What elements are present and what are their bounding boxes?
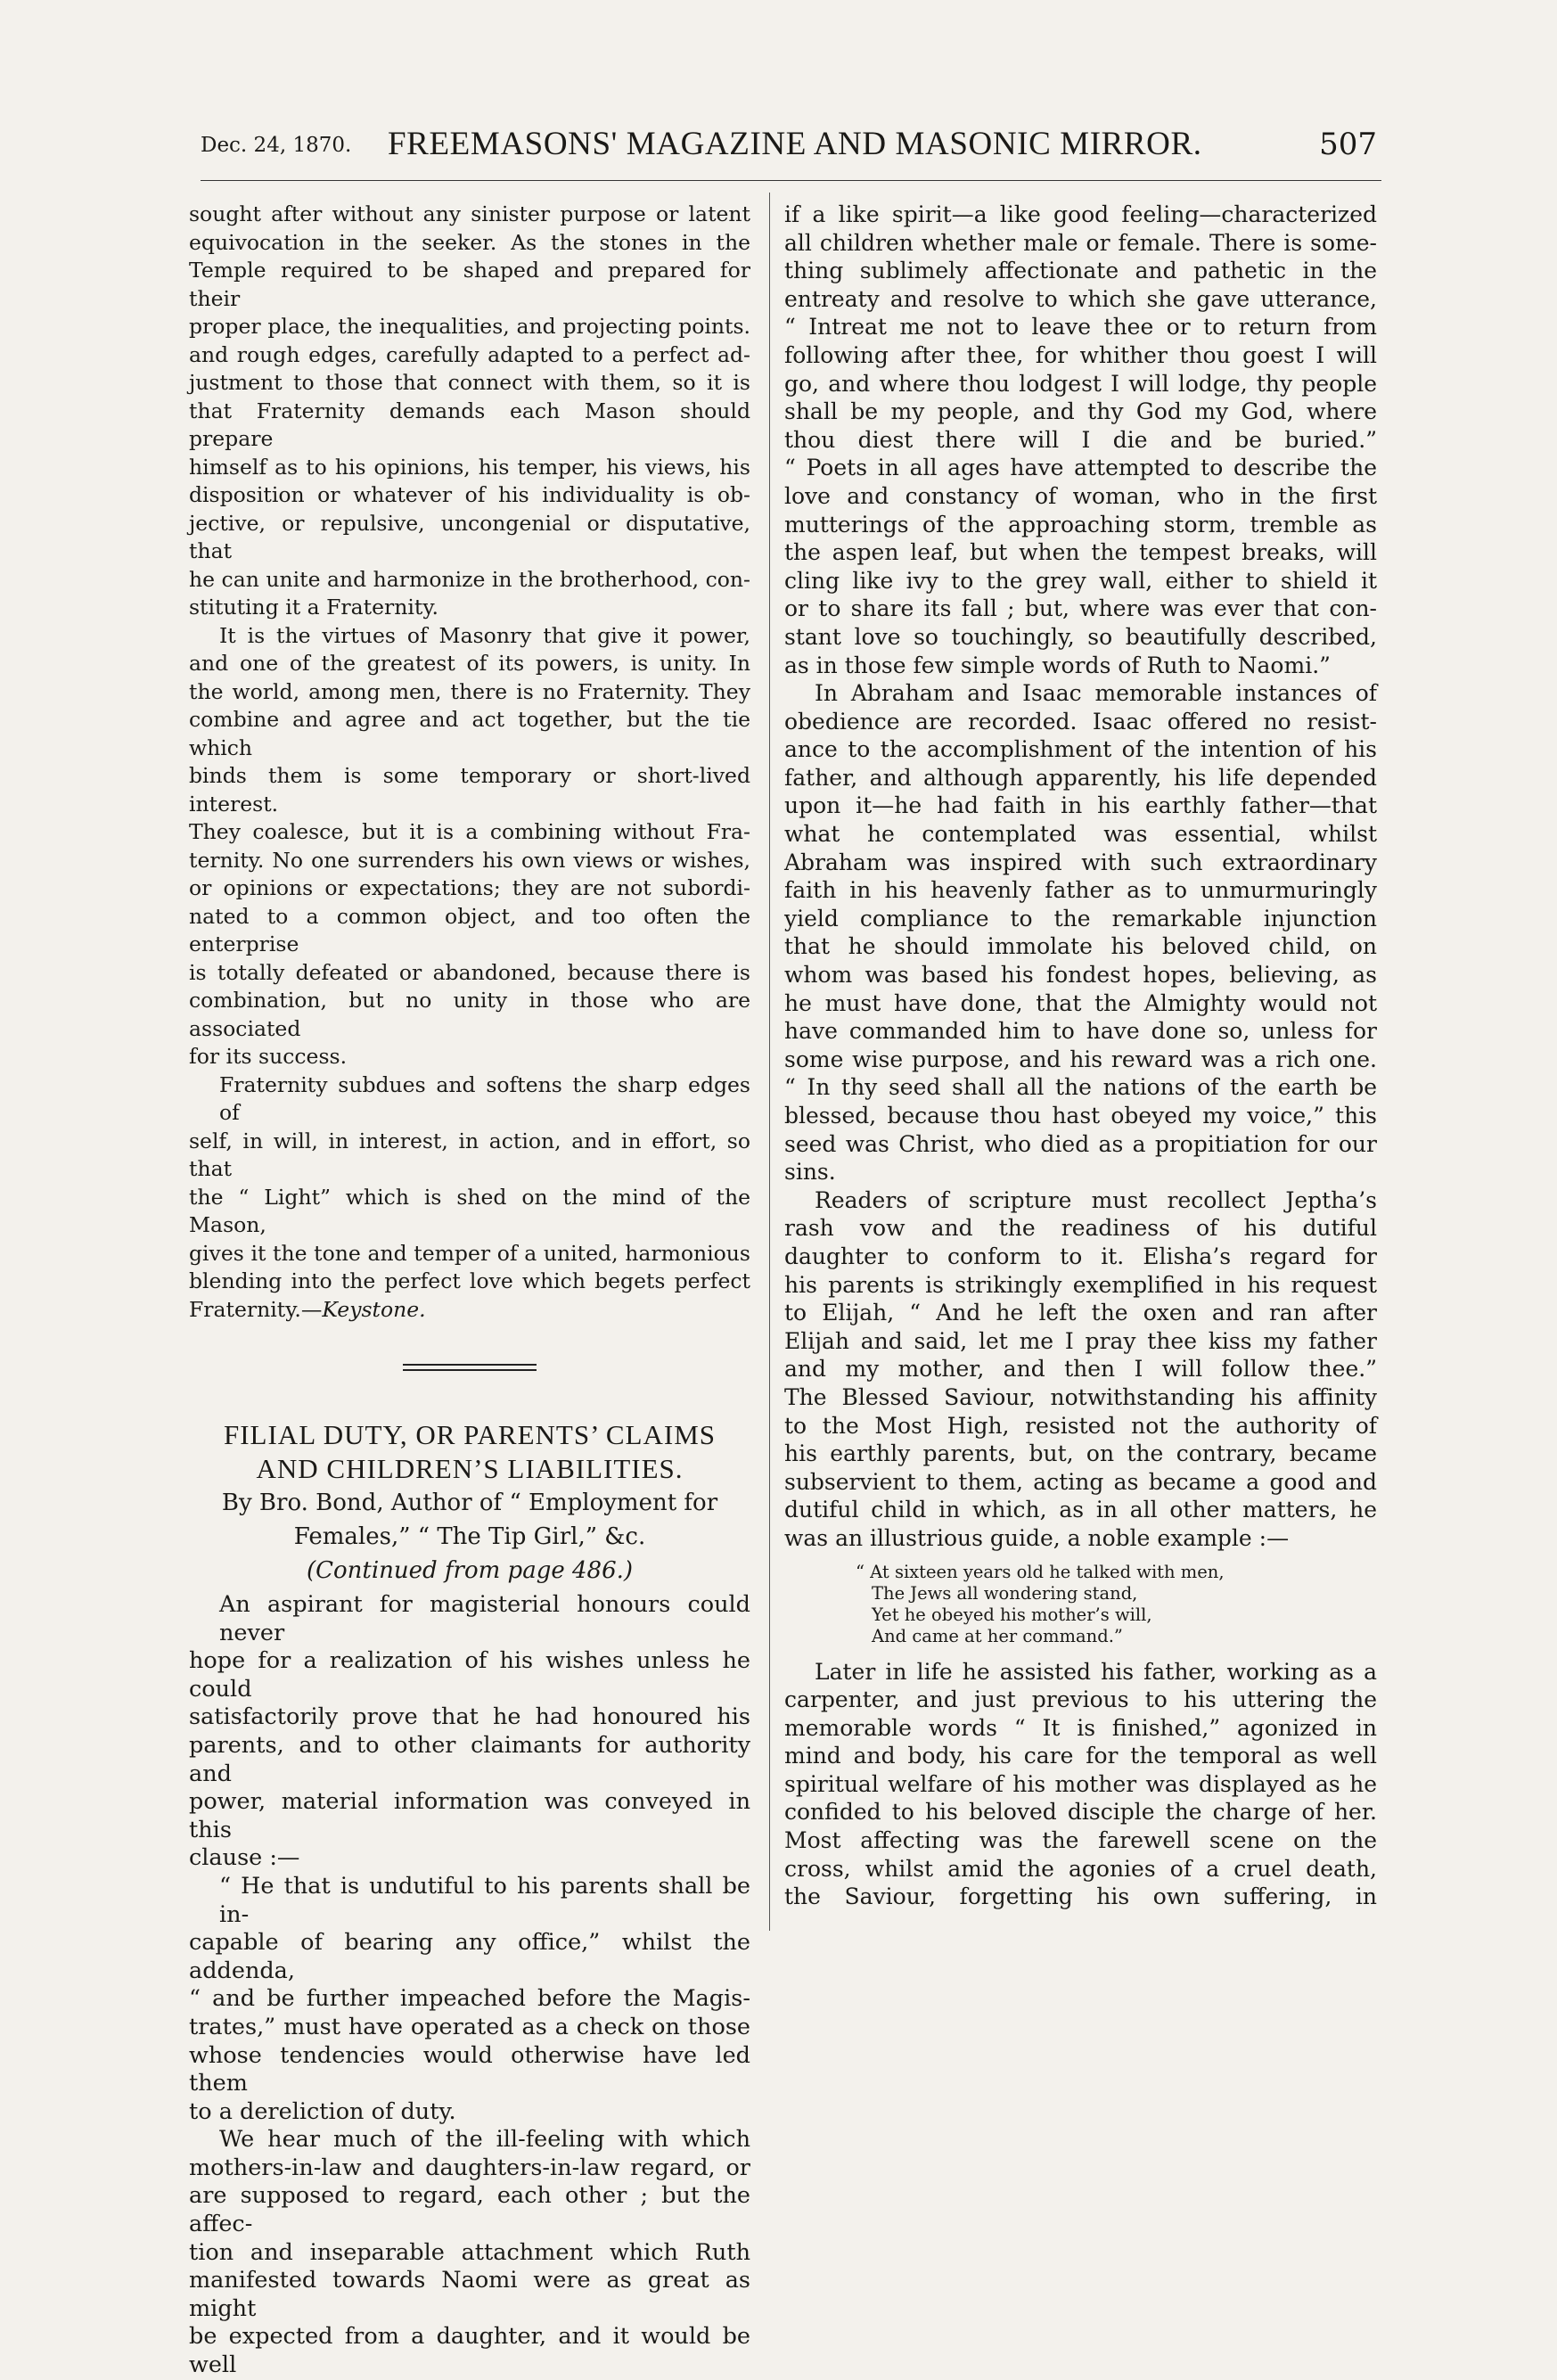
text-line: Later in life he assisted his father, working as a bbox=[815, 1658, 1377, 1685]
text-line: go, and where thou lodgest I will lodge, thy people bbox=[784, 370, 1377, 397]
text-line: proper place, the inequalities, and projecting points. bbox=[189, 314, 750, 339]
text-line: whose tendencies would otherwise have led them bbox=[189, 2041, 750, 2097]
text-line: blending into the perfect love which begets perfect bbox=[189, 1268, 750, 1293]
article-separator bbox=[403, 1364, 537, 1372]
text-line: tion and inseparable attachment which Ruth bbox=[189, 2238, 750, 2266]
verse-line: The Jews all wondering stand, bbox=[872, 1582, 1138, 1604]
text-line: An aspirant for magisterial honours could never bbox=[219, 1591, 750, 1646]
text-line: mind and body, his care for the temporal as well bbox=[784, 1743, 1377, 1769]
header-page-number: 507 bbox=[1319, 127, 1377, 162]
text-line: thing sublimely affectionate and pathetic in the bbox=[784, 258, 1377, 284]
text-line: to a dereliction of duty. bbox=[189, 2097, 456, 2125]
text-line: sought after without any sinister purpose or latent bbox=[189, 201, 750, 226]
text-line: Abraham was inspired with such extraordinary bbox=[784, 849, 1377, 875]
text-line: power, material information was conveyed in this bbox=[189, 1788, 750, 1843]
text-line: stant love so touchingly, so beautifully described, bbox=[784, 623, 1377, 650]
paragraph bbox=[189, 201, 750, 622]
paragraph bbox=[784, 201, 1377, 679]
article-byline-2: Females,” “ The Tip Girl,” &c. bbox=[293, 1523, 646, 1550]
text-line: nated to a common object, and too often the enterprise bbox=[189, 903, 750, 956]
text-line: mothers-in-law and daughters-in-law regard, or bbox=[189, 2154, 750, 2181]
page-header bbox=[201, 125, 1404, 166]
article-title-line-1: FILIAL DUTY, OR PARENTS’ CLAIMS bbox=[223, 1419, 717, 1450]
text-line: Most affecting was the farewell scene on the bbox=[784, 1827, 1377, 1854]
text-line: obedience are recorded. Isaac offered no resist- bbox=[784, 708, 1377, 735]
column-divider bbox=[769, 193, 770, 1931]
text-line: manifested towards Naomi were as great as might bbox=[189, 2267, 750, 2322]
text-line: carpenter, and just previous to his uttering the bbox=[784, 1687, 1377, 1713]
text-line: cross, whilst amid the agonies of a cruel death, bbox=[784, 1855, 1377, 1882]
paragraph bbox=[189, 1071, 750, 1296]
text-line: Fraternity subdues and softens the sharp edges of bbox=[219, 1071, 750, 1125]
text-line: parents, and to other claimants for authority and bbox=[189, 1731, 750, 1787]
text-line: cling like ivy to the grey wall, either to shield it bbox=[784, 567, 1377, 594]
text-line: It is the virtues of Masonry that give it power, bbox=[219, 622, 750, 648]
text-line: whom was based his fondest hopes, believing, as bbox=[784, 962, 1377, 989]
text-line: binds them is some temporary or short-lived interest. bbox=[189, 763, 750, 817]
attribution-source: Keystone. bbox=[322, 1296, 426, 1322]
text-line: faith in his heavenly father as to unmurmuringly bbox=[784, 877, 1377, 904]
text-line: confided to his beloved disciple the charge of her. bbox=[784, 1799, 1377, 1826]
text-line: Temple required to be shaped and prepared for their bbox=[189, 258, 750, 311]
left-column bbox=[189, 201, 750, 2380]
verse-line: And came at her command.” bbox=[872, 1625, 1123, 1646]
text-line: as in those few simple words of Ruth to Naomi.” bbox=[784, 652, 1331, 678]
text-line: his earthly parents, but, on the contrary, became bbox=[784, 1440, 1377, 1467]
text-line: daughter to conform to it. Elisha’s regard for bbox=[784, 1243, 1377, 1269]
text-line: disposition or whatever of his individuality is ob- bbox=[189, 482, 750, 507]
text-line: ternity. No one surrenders his own views or wishes, bbox=[189, 847, 750, 873]
right-column bbox=[784, 201, 1377, 1911]
text-line: Readers of scripture must recollect Jeptha’s bbox=[815, 1186, 1377, 1213]
text-line: “ Intreat me not to leave thee or to return from bbox=[784, 314, 1377, 341]
text-line: the “ Light” which is shed on the mind of the Mason, bbox=[189, 1184, 750, 1237]
article-continued-note: (Continued from page 486.) bbox=[306, 1557, 634, 1584]
paragraph bbox=[189, 622, 750, 1071]
text-line: all children whether male or female. There is some- bbox=[784, 229, 1377, 256]
text-line: himself as to his opinions, his temper, his views, his bbox=[189, 454, 750, 480]
text-line: he can unite and harmonize in the brotherhood, con- bbox=[189, 566, 750, 592]
article-title-line-2: AND CHILDREN’S LIABILITIES. bbox=[256, 1453, 684, 1484]
text-line: memorable words “ It is finished,” agonized in bbox=[784, 1714, 1377, 1741]
text-line: hope for a realization of his wishes unless he could bbox=[189, 1647, 750, 1703]
verse-line: “ At sixteen years old he talked with men, bbox=[856, 1561, 1225, 1582]
paragraph bbox=[784, 1186, 1377, 1553]
text-line: equivocation in the seeker. As the stones in the bbox=[189, 229, 750, 255]
text-line: be expected from a daughter, and it would be well bbox=[189, 2323, 750, 2379]
text-line: stituting it a Fraternity. bbox=[189, 595, 438, 620]
text-line: his parents is strikingly exemplified in his request bbox=[784, 1271, 1377, 1298]
paragraph bbox=[189, 2126, 750, 2379]
text-line: mutterings of the approaching storm, tremble as bbox=[784, 511, 1377, 538]
text-line: love and constancy of woman, who in the first bbox=[784, 482, 1377, 509]
text-line: They coalesce, but it is a combining without Fra- bbox=[189, 819, 750, 844]
text-line: the world, among men, there is no Fraternity. They bbox=[189, 678, 750, 704]
text-line: ance to the accomplishment of the intention of his bbox=[784, 736, 1377, 763]
attribution-lead: Fraternity.— bbox=[189, 1296, 323, 1322]
text-line: that Fraternity demands each Mason should prepare bbox=[189, 398, 750, 451]
header-date: Dec. 24, 1870. bbox=[201, 134, 352, 157]
text-line: and my mother, and then I will follow thee.” bbox=[784, 1356, 1377, 1383]
text-line: are supposed to regard, each other ; but the affec- bbox=[189, 2182, 750, 2238]
text-line: capable of bearing any office,” whilst the addenda, bbox=[189, 1929, 750, 1984]
text-line: that he should immolate his beloved child, on bbox=[784, 933, 1377, 960]
text-line: shall be my people, and thy God my God, where bbox=[784, 398, 1377, 425]
text-line: upon it—he had faith in his earthly father—that bbox=[784, 792, 1377, 819]
verse-line: Yet he obeyed his mother’s will, bbox=[872, 1604, 1152, 1625]
text-line: self, in will, in interest, in action, and in effort, so that bbox=[189, 1128, 750, 1181]
text-line: following after thee, for whither thou goest I will bbox=[784, 341, 1377, 368]
text-line: In Abraham and Isaac memorable instances of bbox=[815, 680, 1377, 707]
text-line: subservient to them, acting as became a good and bbox=[784, 1468, 1377, 1495]
text-line: “ and be further impeached before the Magis- bbox=[189, 1985, 750, 2013]
header-rule bbox=[201, 180, 1381, 181]
text-line: dutiful child in which, as in all other matters, he bbox=[784, 1497, 1377, 1523]
text-line: for its success. bbox=[189, 1044, 348, 1069]
article-byline-1: By Bro. Bond, Author of “ Employment for bbox=[221, 1490, 718, 1516]
text-line: the aspen leaf, but when the tempest breaks, will bbox=[784, 539, 1377, 566]
text-line: if a like spirit—a like good feeling—characterized bbox=[784, 201, 1377, 227]
paragraph bbox=[189, 1591, 750, 1873]
text-line: father, and although apparently, his life depended bbox=[784, 764, 1377, 791]
paragraph bbox=[784, 1658, 1377, 1911]
text-line: or to share its fall ; but, where was ever that con- bbox=[784, 595, 1377, 622]
text-line: seed was Christ, who died as a propitiation for our bbox=[784, 1130, 1377, 1157]
header-title: FREEMASONS' MAGAZINE AND MASONIC MIRROR. bbox=[388, 126, 1202, 162]
text-line: jective, or repulsive, uncongenial or disputative, that bbox=[189, 510, 750, 563]
text-line: trates,” must have operated as a check on those bbox=[189, 2013, 750, 2040]
text-line: rash vow and the readiness of his dutiful bbox=[784, 1215, 1377, 1242]
text-line: blessed, because thou hast obeyed my voice,” this bbox=[784, 1103, 1377, 1128]
text-line: “ Poets in all ages have attempted to describe the bbox=[784, 455, 1377, 481]
text-line: what he contemplated was essential, whilst bbox=[784, 821, 1377, 848]
text-line: combination, but no unity in those who are associated bbox=[189, 988, 750, 1041]
text-line: to the Most High, resisted not the authority of bbox=[784, 1412, 1377, 1439]
text-line: the Saviour, forgetting his own suffering, in bbox=[784, 1883, 1377, 1910]
text-line: some wise purpose, and his reward was a rich one. bbox=[784, 1046, 1377, 1072]
text-line: have commanded him to have done so, unless for bbox=[784, 1018, 1377, 1045]
text-line: is totally defeated or abandoned, because there is bbox=[189, 959, 750, 985]
text-line: combine and agree and act together, but the tie which bbox=[189, 707, 750, 760]
text-line: justment to those that connect with them, so it is bbox=[189, 370, 750, 395]
text-line: “ He that is undutiful to his parents shall be in- bbox=[219, 1872, 750, 1928]
text-line: spiritual welfare of his mother was displayed as he bbox=[784, 1770, 1377, 1797]
text-line: satisfactorily prove that he had honoured his bbox=[189, 1703, 750, 1731]
text-line: was an illustrious guide, a noble example :— bbox=[784, 1524, 1290, 1551]
text-line: “ In thy seed shall all the nations of the earth be bbox=[784, 1074, 1377, 1101]
text-line: he must have done, that the Almighty would not bbox=[784, 989, 1377, 1016]
verse-quote bbox=[856, 1562, 1377, 1647]
attribution bbox=[189, 1296, 750, 1325]
text-line: and one of the greatest of its powers, is unity. In bbox=[189, 651, 750, 676]
text-line: Elijah and said, let me I pray thee kiss my father bbox=[784, 1327, 1377, 1354]
text-line: clause :— bbox=[189, 1844, 300, 1872]
text-line: yield compliance to the remarkable injunction bbox=[784, 905, 1377, 931]
paragraph bbox=[784, 679, 1377, 1186]
paragraph bbox=[189, 1873, 750, 2126]
text-line: gives it the tone and temper of a united, harmonious bbox=[189, 1240, 750, 1266]
text-line: to Elijah, “ And he left the oxen and ran after bbox=[784, 1300, 1377, 1326]
text-line: thou diest there will I die and be buried.” bbox=[784, 426, 1377, 453]
text-line: sins. bbox=[784, 1159, 836, 1186]
text-line: The Blessed Saviour, notwithstanding his affinity bbox=[784, 1383, 1377, 1410]
text-line: entreaty and resolve to which she gave utterance, bbox=[784, 285, 1377, 312]
text-line: and rough edges, carefully adapted to a perfect ad- bbox=[189, 341, 750, 367]
text-line: or opinions or expectations; they are not subordi- bbox=[189, 875, 750, 900]
text-line: We hear much of the ill-feeling with which bbox=[219, 2126, 750, 2154]
